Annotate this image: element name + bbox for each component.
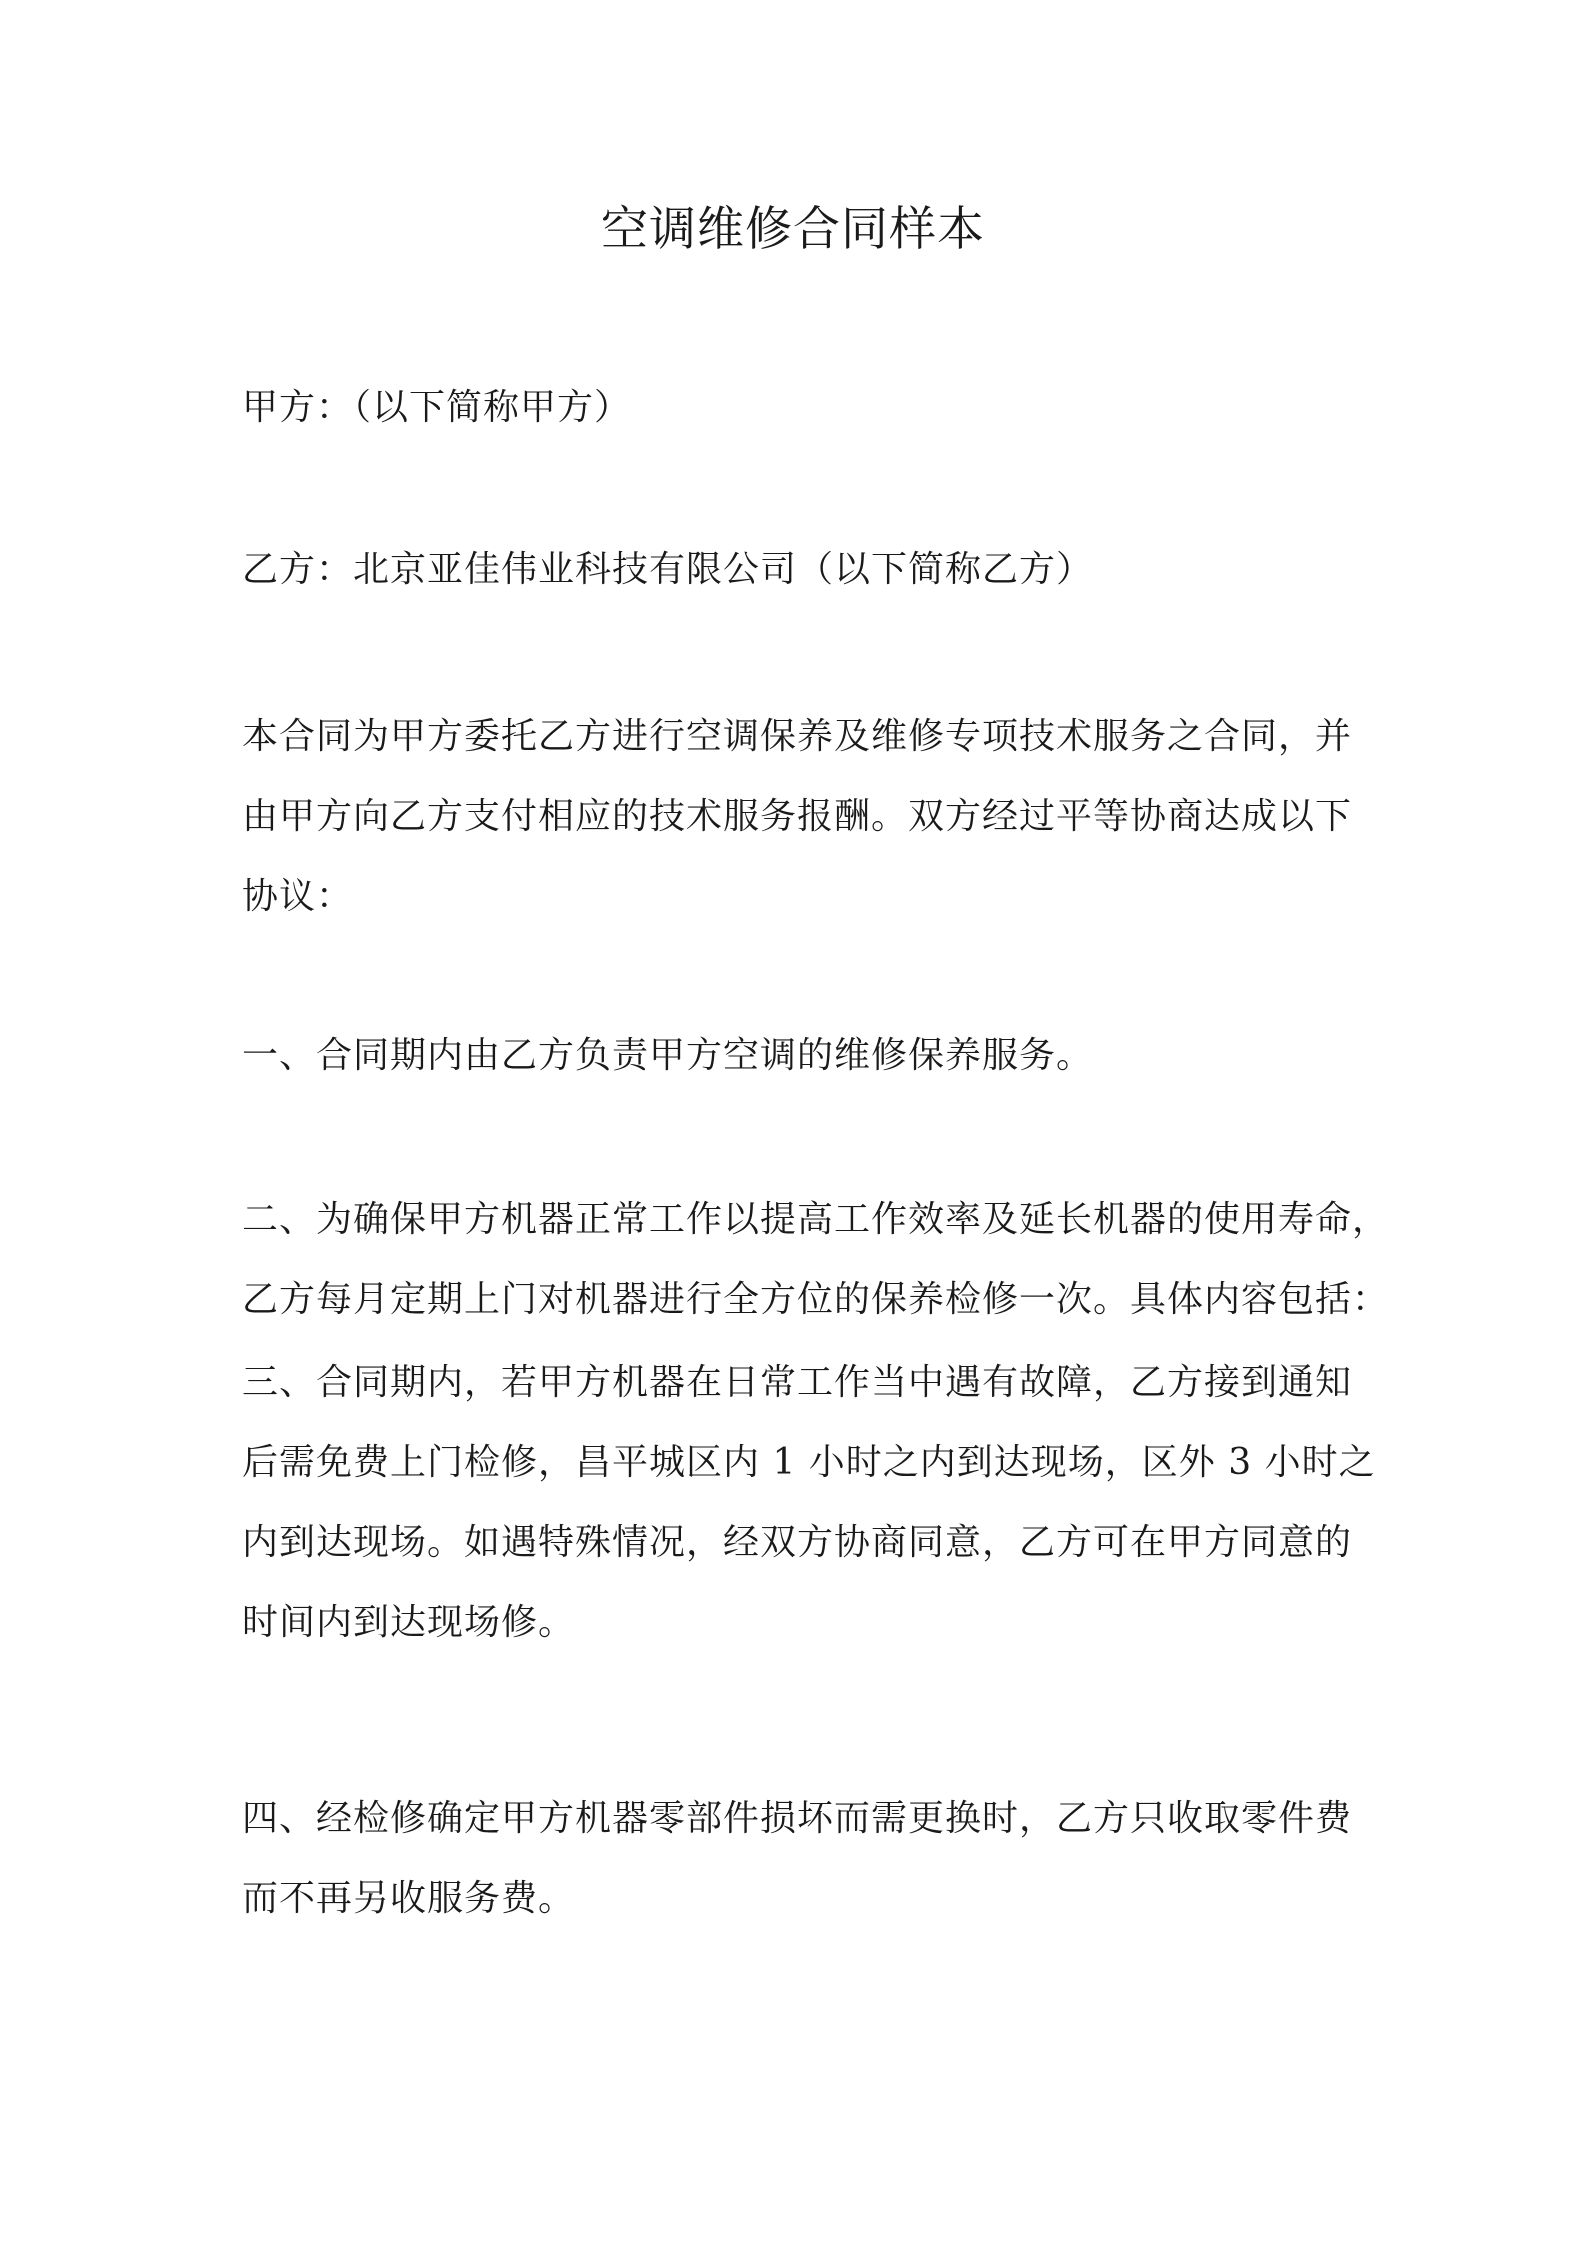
- clause-4-line: 而不再另收服务费。: [242, 1878, 576, 1919]
- clause-2-line: 乙方每月定期上门对机器进行全方位的保养检修一次。具体内容包括：: [242, 1279, 1390, 1320]
- clause-3-line: 时间内到达现场修。: [242, 1602, 576, 1643]
- clause-3-paragraph: [242, 1343, 1382, 1663]
- party-b-text: 乙方：北京亚佳伟业科技有限公司（以下简称乙方）: [242, 549, 1094, 590]
- intro-line: 协议：: [242, 876, 354, 917]
- clause-2-line: 二、为确保甲方机器正常工作以提高工作效率及延长机器的使用寿命，: [242, 1199, 1390, 1240]
- intro-paragraph: [242, 697, 1382, 937]
- clause-3-line: 三、合同期内，若甲方机器在日常工作当中遇有故障，乙方接到通知: [242, 1362, 1353, 1403]
- clause-4-line: 四、经检修确定甲方机器零部件损坏而需更换时，乙方只收取零件费: [242, 1798, 1353, 1839]
- intro-line: 本合同为甲方委托乙方进行空调保养及维修专项技术服务之合同，并: [242, 716, 1353, 757]
- clause-3-line: 内到达现场。如遇特殊情况，经双方协商同意，乙方可在甲方同意的: [242, 1522, 1353, 1563]
- clause-1-paragraph: [242, 1016, 1382, 1096]
- party-b-line: [242, 530, 1382, 610]
- clause-3-line: 后需免费上门检修，昌平城区内 1 小时之内到达现场，区外 3 小时之: [242, 1442, 1376, 1483]
- party-a-text: 甲方：（以下简称甲方）: [242, 387, 632, 428]
- clause-4-paragraph: [242, 1779, 1382, 1939]
- party-a-line: [242, 368, 1382, 448]
- clause-2-paragraph: [242, 1180, 1390, 1340]
- intro-line: 由甲方向乙方支付相应的技术服务报酬。双方经过平等协商达成以下: [242, 796, 1353, 837]
- clause-1-text: 一、合同期内由乙方负责甲方空调的维修保养服务。: [242, 1035, 1094, 1076]
- document-title: 空调维修合同样本: [601, 202, 985, 257]
